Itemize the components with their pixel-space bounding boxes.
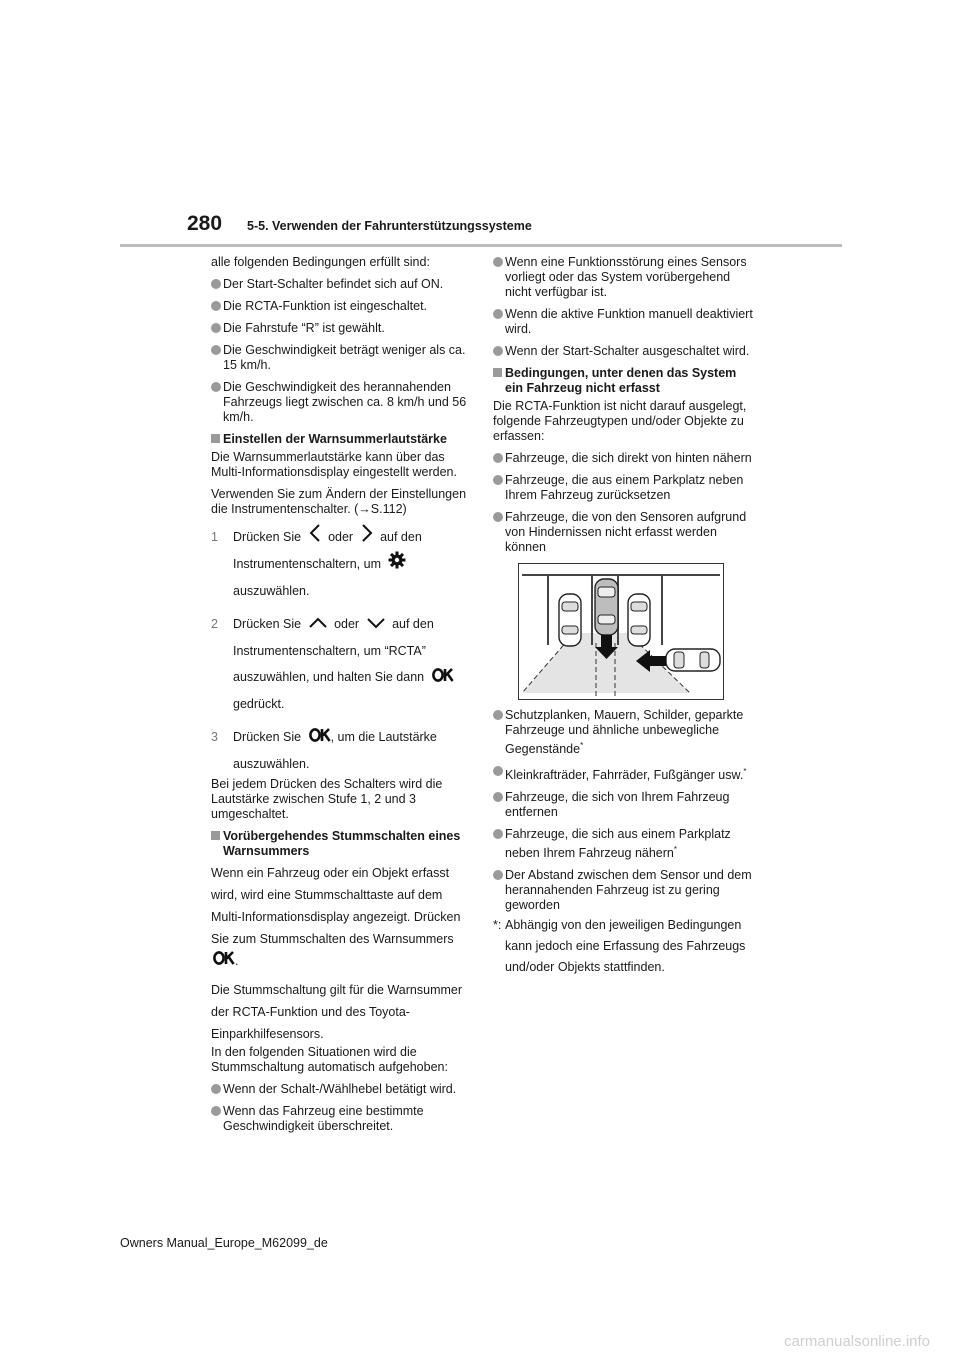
parked-car-left <box>559 594 581 646</box>
ok-icon <box>213 950 235 972</box>
document-id: Owners Manual_Europe_M62099_de <box>120 1236 328 1250</box>
mute-heading: Vorübergehendes Stummschalten eines Warnsummers <box>211 829 473 859</box>
list-item: Die Geschwindigkeit beträgt weniger als ca. 15 km/h. <box>211 343 473 373</box>
step-2: 2 Drücken Sie oder auf den Instrumentenschaltern, um “RCTA” auszuwählen, und halten Sie dann gedrückt. <box>211 611 473 716</box>
parked-car-right <box>628 594 650 646</box>
list-item: Fahrzeuge, die sich von Ihrem Fahrzeug entfernen <box>493 790 755 820</box>
approaching-car <box>666 649 720 671</box>
step-number: 3 <box>211 729 218 744</box>
list-item: Fahrzeuge, die sich aus einem Parkplatz neben Ihrem Fahrzeug nähern* <box>493 827 755 861</box>
step-number: 1 <box>211 530 218 544</box>
list-item: Die Fahrstufe “R” ist gewählt. <box>211 321 473 336</box>
step-number: 2 <box>211 617 218 632</box>
intro-text: alle folgenden Bedingungen erfüllt sind: <box>211 255 430 269</box>
watermark: carmanualsonline.info <box>784 1333 930 1350</box>
mute-paragraph: Die Stummschaltung gilt für die Warnsummer der RCTA-Funktion und des Toyota-Einparkhilfesensors. <box>211 983 463 1042</box>
parking-illustration <box>518 563 724 700</box>
chevron-up-icon <box>309 612 327 638</box>
list-item: Die RCTA-Funktion ist eingeschaltet. <box>211 299 473 314</box>
header-rule <box>120 244 842 247</box>
list-item: Der Abstand zwischen dem Sensor und dem herannahenden Fahrzeug ist zu gering geworden <box>493 868 755 913</box>
chevron-right-icon <box>361 524 373 551</box>
list-item: Die Geschwindigkeit des herannahenden Fahrzeugs liegt zwischen ca. 8 km/h und 56 km/h. <box>211 380 473 425</box>
list-item: Kleinkrafträder, Fahrräder, Fußgänger usw.* <box>493 764 755 783</box>
list-item: Der Start-Schalter befindet sich auf ON. <box>211 277 473 292</box>
volume-paragraph: Die Warnsummerlautstärke kann über das Multi-Informationsdisplay eingestellt werden. <box>211 450 457 479</box>
section-title: 5-5. Verwenden der Fahrunterstützungssysteme <box>247 219 532 233</box>
chevron-left-icon <box>309 524 321 551</box>
list-item: Fahrzeuge, die von den Sensoren aufgrund von Hindernissen nicht erfasst werden können <box>493 510 755 555</box>
chevron-down-icon <box>367 612 385 638</box>
right-column <box>493 255 755 978</box>
left-column <box>211 255 473 1141</box>
gear-icon <box>388 551 406 578</box>
footnote <box>493 915 755 978</box>
list-item: Wenn eine Funktionsstörung eines Sensors vorliegt oder das System vorübergehend nicht verfügbar ist. <box>493 255 755 300</box>
list-item: Wenn das Fahrzeug eine bestimmte Geschwindigkeit überschreitet. <box>211 1104 473 1134</box>
list-item: Fahrzeuge, die aus einem Parkplatz neben Ihrem Fahrzeug zurücksetzen <box>493 473 755 503</box>
list-item: Wenn der Start-Schalter ausgeschaltet wird. <box>493 344 755 359</box>
list-item: Fahrzeuge, die sich direkt von hinten nähern <box>493 451 755 466</box>
detect-heading: Bedingungen, unter denen das System ein Fahrzeug nicht erfasst <box>493 366 755 396</box>
list-item: Schutzplanken, Mauern, Schilder, geparkte Fahrzeuge und ähnliche unbewegliche Gegenstände* <box>493 708 755 757</box>
volume-paragraph: Verwenden Sie zum Ändern der Einstellungen die Instrumentenschalter. (→S.112) <box>211 487 467 516</box>
mute-paragraph: In den folgenden Situationen wird die Stummschaltung automatisch aufgehoben: <box>211 1045 448 1075</box>
page-number: 280 <box>187 212 223 235</box>
mute-paragraph: Wenn ein Fahrzeug oder ein Objekt erfasst wird, wird eine Stummschalttaste auf dem Multi-Informationsdisplay angezeigt. Drücken Sie zum Stummschalten des Warnsummers . <box>211 862 473 973</box>
own-car <box>595 579 618 635</box>
list-item: Wenn die aktive Funktion manuell deaktiviert wird. <box>493 307 755 337</box>
step-1: 1 Drücken Sie oder auf den Instrumentenschaltern, um auszuwählen. <box>211 524 473 604</box>
footnote-text: Abhängig von den jeweiligen Bedingungen kann jedoch eine Erfassung des Fahrzeugs und/oder Objekts stattfinden. <box>505 918 746 975</box>
step-3: 3 Drücken Sie , um die Lautstärke auszuwählen. <box>211 724 473 777</box>
step-note: Bei jedem Drücken des Schalters wird die Lautstärke zwischen Stufe 1, 2 und 3 umgeschaltet. <box>211 776 443 821</box>
footnote-mark: *: <box>493 918 502 933</box>
ok-icon <box>432 665 454 691</box>
ok-icon <box>309 725 331 751</box>
detect-intro: Die RCTA-Funktion ist nicht darauf ausgelegt, folgende Fahrzeugtypen und/oder Objekte zu erfassen: <box>493 399 747 443</box>
volume-heading: Einstellen der Warnsummerlautstärke <box>211 432 473 447</box>
list-item: Wenn der Schalt-/Wählhebel betätigt wird. <box>211 1082 473 1097</box>
